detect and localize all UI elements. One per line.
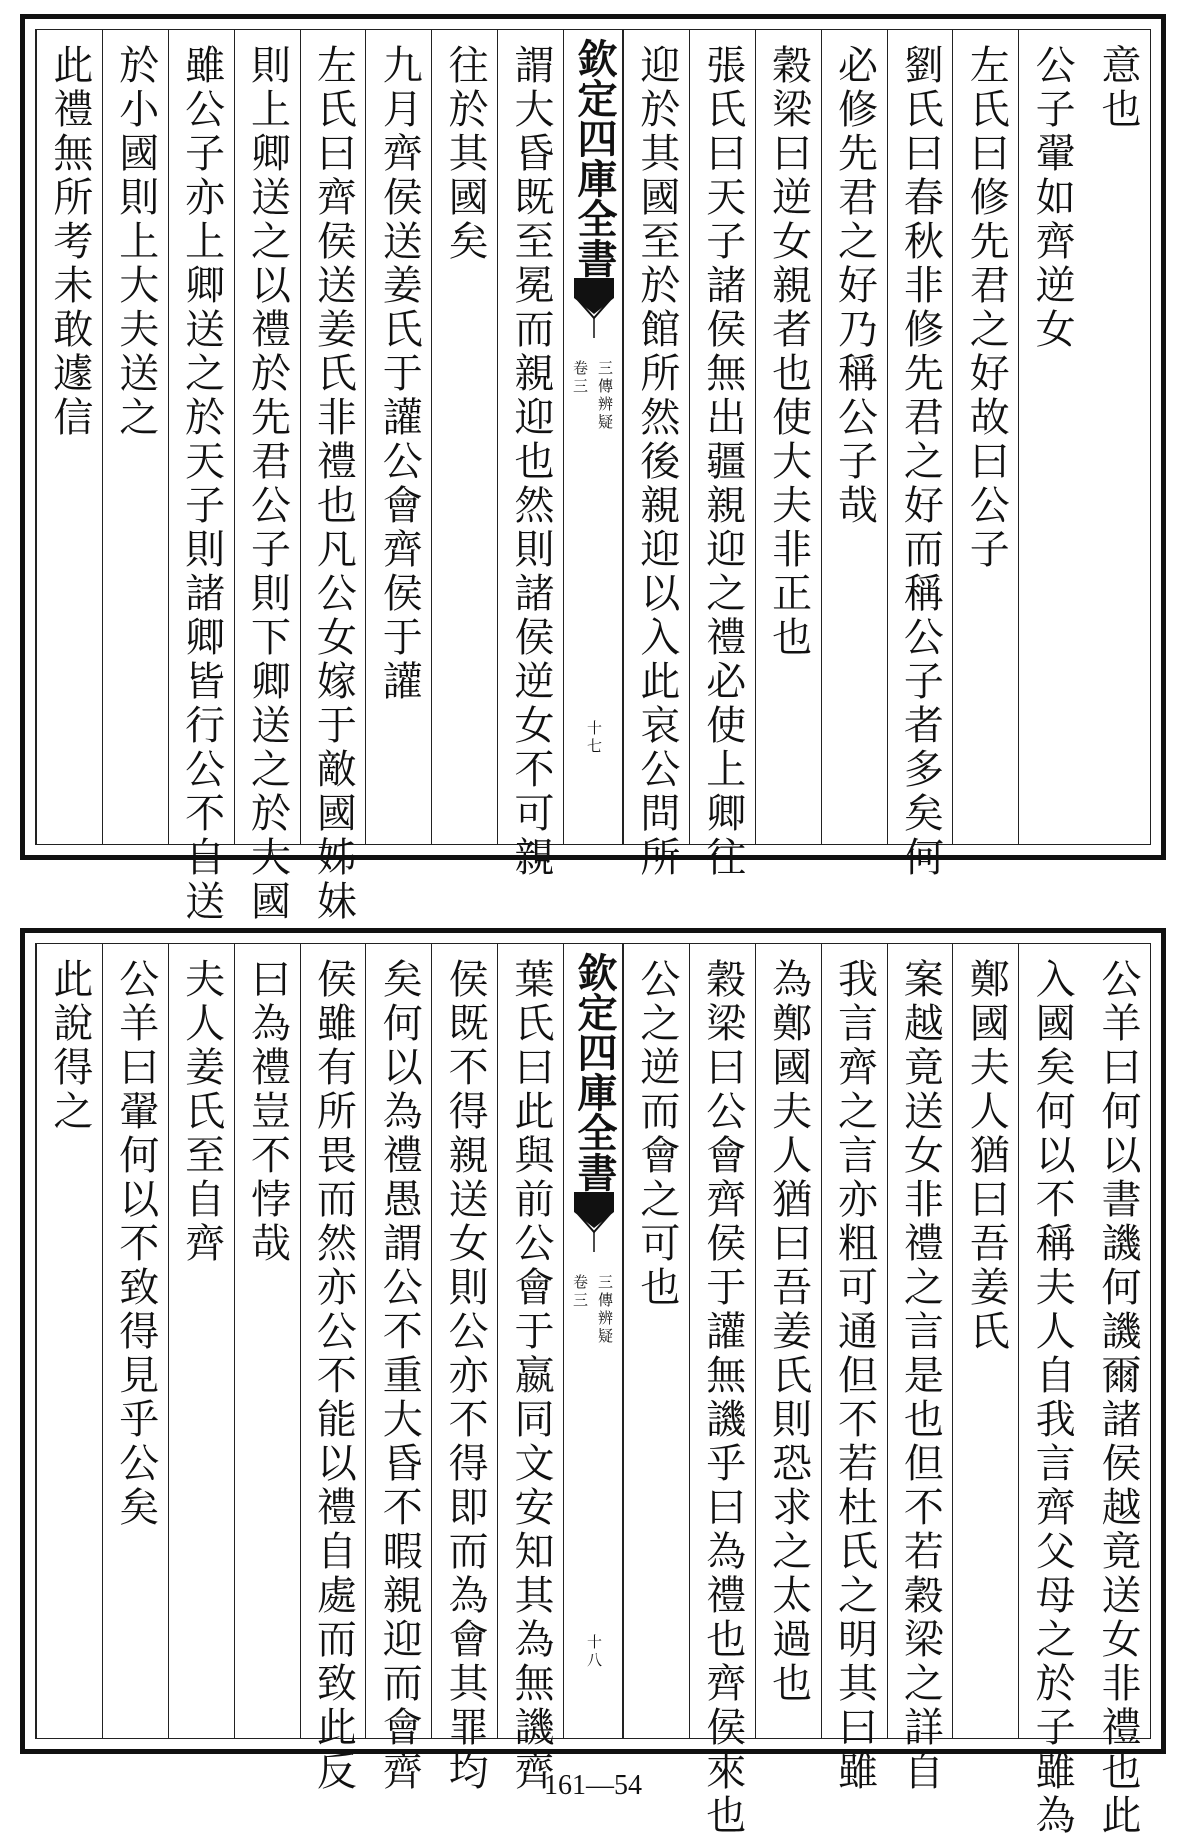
lower-column-text: 曰為禮豈不悖哉 [244, 958, 291, 1266]
upper-column-text: 必修先君之好乃稱公子哉 [831, 44, 878, 528]
upper-column [821, 30, 887, 844]
upper-spine-page-number: 十七 [585, 720, 603, 756]
lower-column [755, 944, 821, 1738]
lower-column-text: 鄭國夫人猶曰吾姜氏 [963, 958, 1010, 1354]
lower-column-text: 此說得之 [46, 958, 93, 1134]
upper-column [1084, 30, 1150, 844]
lower-column [689, 944, 755, 1838]
upper-column-text: 左氏曰修先君之好故曰公子 [963, 44, 1010, 572]
lower-column-text: 侯既不得親送女則公亦不得即而為會其罪均 [442, 958, 489, 1794]
lower-column [36, 944, 102, 1738]
upper-column-text: 往於其國矣 [442, 44, 489, 264]
lower-column [168, 944, 234, 1738]
upper-spine-title: 欽定四庫全書 [571, 38, 618, 278]
upper-column-text: 此禮無所考未敢遽信 [46, 44, 93, 440]
lower-spine-page-number: 十八 [585, 1634, 603, 1670]
upper-column [623, 30, 689, 880]
upper-column [102, 30, 168, 844]
upper-page [20, 14, 1166, 924]
lower-column-text: 侯雖有所畏而然亦公不能以禮自處而致此反 [310, 958, 357, 1794]
lower-spine [563, 944, 623, 1738]
lower-spine-book-title: 三傳辨疑 [596, 1274, 614, 1346]
lower-column [821, 944, 887, 1794]
upper-column [431, 30, 497, 844]
lower-column [300, 944, 366, 1794]
lower-column [365, 944, 431, 1794]
lower-fishtail-mark [574, 1192, 614, 1252]
upper-column-text: 公子翬如齊逆女 [1029, 44, 1076, 352]
upper-spine [563, 30, 623, 844]
lower-column-text: 公羊曰何以書譏何譏爾諸侯越竟送女非禮也此 [1095, 958, 1141, 1838]
lower-spine-title: 欽定四庫全書 [571, 952, 618, 1192]
upper-column [168, 30, 234, 924]
upper-column [887, 30, 953, 880]
upper-column [1018, 30, 1084, 844]
upper-column [365, 30, 431, 844]
upper-column-text: 意也 [1095, 44, 1141, 132]
upper-column [689, 30, 755, 880]
lower-column-text: 為鄭國夫人猶曰吾姜氏則恐求之太過也 [765, 958, 812, 1706]
upper-column-text: 謂大昏既至冕而親迎也然則諸侯逆女不可親 [508, 44, 554, 880]
upper-column [36, 30, 102, 844]
lower-column-text: 夫人姜氏至自齊 [178, 958, 225, 1266]
lower-column [952, 944, 1018, 1738]
lower-column [1084, 944, 1150, 1838]
lower-column [1018, 944, 1084, 1838]
upper-fishtail-mark [574, 278, 614, 338]
upper-column-text: 則上卿送之以禮於先君公子則下卿送之於大國 [244, 44, 291, 924]
upper-column-text: 於小國則上大夫送之 [112, 44, 159, 440]
lower-column-text: 穀梁曰公會齊侯于讙無譏乎曰為禮也齊侯來也 [699, 958, 746, 1838]
upper-column-text: 迎於其國至於館所然後親迎以入此哀公問所 [633, 44, 680, 880]
upper-column-text: 穀梁曰逆女親者也使大夫非正也 [765, 44, 812, 660]
lower-column-text: 公羊曰翬何以不致得見乎公矣 [112, 958, 159, 1530]
upper-column [952, 30, 1018, 844]
upper-column-text: 左氏曰齊侯送姜氏非禮也凡公女嫁于敵國姊妹 [310, 44, 357, 924]
upper-column [497, 30, 563, 880]
upper-column-text: 九月齊侯送姜氏于讙公會齊侯于讙 [376, 44, 423, 704]
page-number-footer: 161—54 [544, 1770, 642, 1801]
lower-column-text: 案越竟送女非禮之言是也但不若穀梁之詳自 [897, 958, 944, 1794]
upper-spine-volume: 卷三 [571, 360, 589, 396]
upper-column [755, 30, 821, 844]
lower-column [497, 944, 563, 1794]
lower-column-text: 葉氏曰此與前公會于嬴同文安知其為無譏齊 [508, 958, 554, 1794]
lower-column [102, 944, 168, 1738]
lower-column-text: 入國矣何以不稱夫人自我言齊父母之於子雖為 [1029, 958, 1076, 1838]
lower-column [431, 944, 497, 1794]
lower-column-text: 公之逆而會之可也 [633, 958, 680, 1310]
lower-column-text: 我言齊之言亦粗可通但不若杜氏之明其曰雖 [831, 958, 878, 1794]
lower-column-text: 矣何以為禮愚謂公不重大昏不暇親迎而會齊 [376, 958, 423, 1794]
upper-spine-book-title: 三傳辨疑 [596, 360, 614, 432]
upper-column [234, 30, 300, 924]
upper-column-text: 雖公子亦上卿送之於天子則諸卿皆行公不自送 [178, 44, 225, 924]
upper-column-text: 劉氏曰春秋非修先君之好而稱公子者多矣何 [897, 44, 944, 880]
lower-spine-volume: 卷三 [571, 1274, 589, 1310]
upper-column-text: 張氏曰天子諸侯無出疆親迎之禮必使上卿往 [699, 44, 746, 880]
upper-page-frame [35, 29, 1151, 924]
lower-column [623, 944, 689, 1738]
lower-column [234, 944, 300, 1738]
lower-column [887, 944, 953, 1794]
upper-column [300, 30, 366, 924]
